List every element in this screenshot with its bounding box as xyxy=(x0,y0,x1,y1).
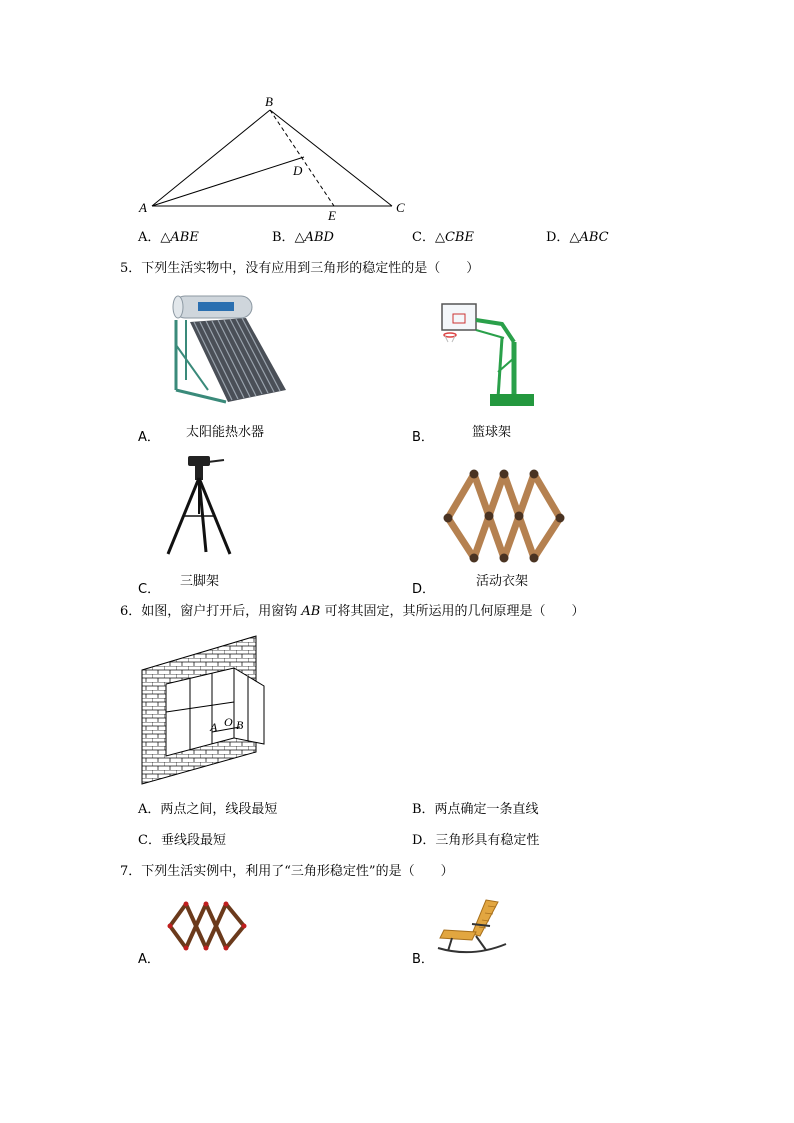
q5-option-c-letter[interactable]: C． xyxy=(138,582,161,597)
q5-option-d-letter[interactable]: D． xyxy=(412,582,436,597)
q7-option-b-letter[interactable]: B． xyxy=(412,952,434,967)
folding-coat-rack-icon xyxy=(438,466,572,566)
q5-option-c-caption: 三脚架 xyxy=(180,574,220,589)
window-figure xyxy=(140,634,266,788)
q5-option-a-letter[interactable]: A． xyxy=(138,430,160,445)
q6-option-c[interactable]: C．垂线段最短 xyxy=(138,833,226,848)
q7-stem: 7．下列生活实例中，利用了“三角形稳定性”的是（ ） xyxy=(120,864,454,879)
tripod-icon xyxy=(160,454,240,558)
q4-option-d[interactable]: D．△ABC xyxy=(546,230,609,245)
q7-option-a-letter[interactable]: A． xyxy=(138,952,160,967)
q4-option-b[interactable]: B．△ABD xyxy=(272,230,334,245)
point-label-D: D xyxy=(293,163,303,178)
q4-option-c[interactable]: C．△CBE xyxy=(412,230,474,245)
fig6-label-O: O xyxy=(224,715,233,729)
q6-option-a[interactable]: A．两点之间，线段最短 xyxy=(138,802,278,817)
basketball-stand-icon xyxy=(438,302,538,410)
point-label-C: C xyxy=(396,200,405,215)
reclining-chair-icon xyxy=(436,896,508,956)
q6-option-b[interactable]: B．两点确定一条直线 xyxy=(412,802,539,817)
q5-option-b-caption: 篮球架 xyxy=(472,425,512,440)
q5-option-d-caption: 活动衣架 xyxy=(476,574,529,589)
q5-option-b-letter[interactable]: B． xyxy=(412,430,434,445)
q6-stem: 6．如图，窗户打开后，用窗钩 AB 可将其固定，其所运用的几何原理是（ ） xyxy=(120,604,585,619)
q6-option-d[interactable]: D．三角形具有稳定性 xyxy=(412,833,540,848)
q4-option-a[interactable]: A．△ABE xyxy=(138,230,199,245)
point-label-A: A xyxy=(139,200,147,215)
fig6-label-B: B xyxy=(236,718,244,732)
q5-option-a-caption: 太阳能热水器 xyxy=(186,425,265,440)
solar-water-heater-icon xyxy=(168,290,290,408)
folding-rack-icon xyxy=(164,900,250,952)
point-label-E: E xyxy=(328,208,336,223)
point-label-B: B xyxy=(265,94,273,109)
fig6-label-A: A xyxy=(210,720,218,734)
q5-stem: 5．下列生活实物中，没有应用到三角形的稳定性的是（ ） xyxy=(120,261,480,276)
triangle-figure xyxy=(130,90,420,225)
